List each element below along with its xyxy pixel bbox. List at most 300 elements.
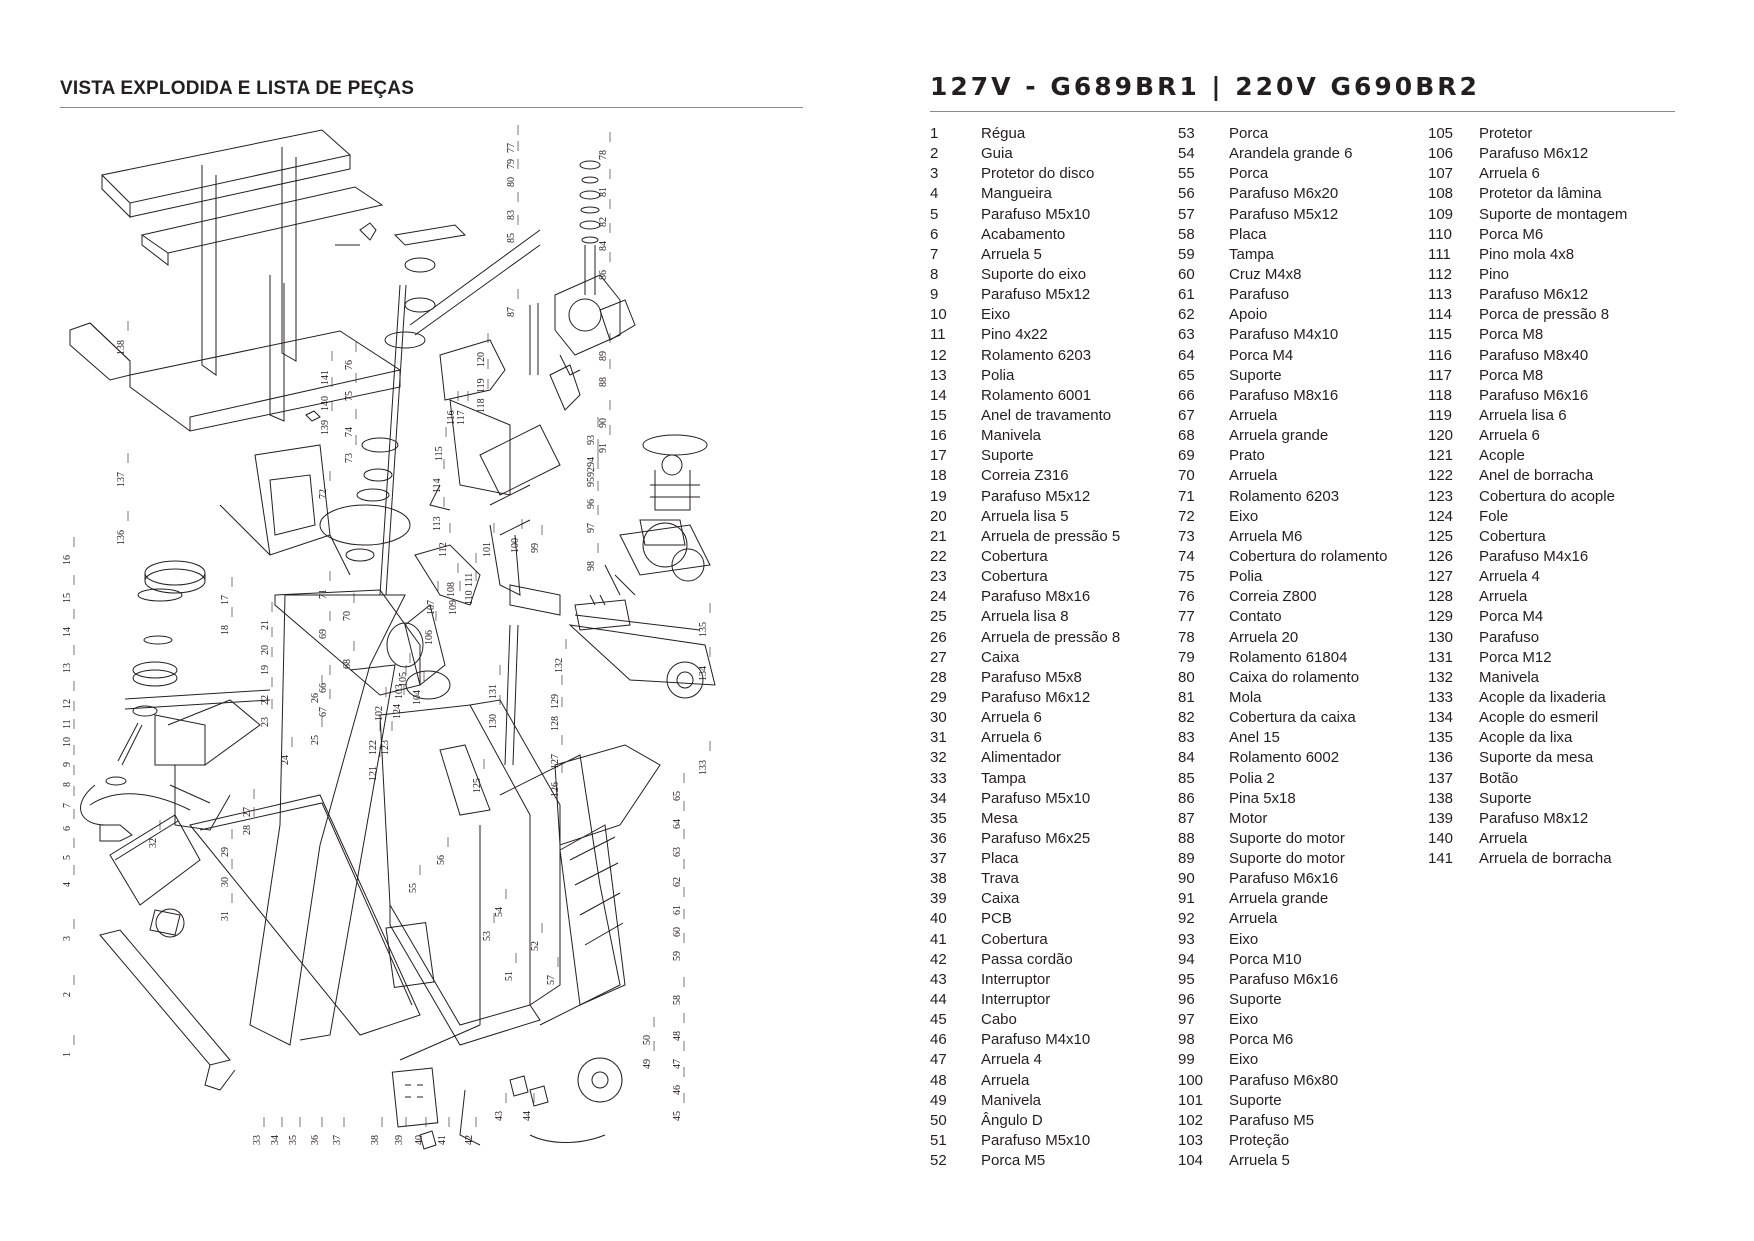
part-number: 24 — [930, 588, 947, 606]
parts-list-item — [930, 1050, 1170, 1070]
parts-list-item — [930, 1111, 1170, 1131]
callout-number: 69 — [318, 629, 329, 639]
callout-number: 100 — [510, 538, 521, 553]
part-number: 14 — [930, 386, 947, 404]
part-name: Parafuso M8x16 — [981, 588, 1091, 606]
part-number: 114 — [1428, 306, 1452, 324]
parts-list-item — [1178, 829, 1418, 849]
callout-number: 13 — [62, 663, 73, 673]
callout-number: 3 — [62, 936, 73, 941]
part-name: Parafuso — [1229, 286, 1290, 304]
parts-list-item — [1428, 426, 1668, 446]
parts-list-item — [1178, 1071, 1418, 1091]
parts-list-item — [1428, 607, 1668, 627]
part-name: Mesa — [981, 809, 1018, 827]
callout-number: 86 — [598, 270, 609, 280]
part-number: 98 — [1178, 1031, 1195, 1049]
part-number: 125 — [1428, 527, 1454, 545]
parts-list-item — [1428, 285, 1668, 305]
callout-number: 78 — [598, 150, 609, 160]
callout-number: 128 — [550, 716, 561, 731]
parts-list-item — [1178, 728, 1418, 748]
part-name: Prato — [1229, 447, 1265, 465]
part-number: 27 — [930, 648, 947, 666]
part-number: 29 — [930, 688, 947, 706]
parts-list-item — [930, 587, 1170, 607]
part-name: Placa — [1229, 225, 1267, 243]
parts-list-item — [1428, 688, 1668, 708]
part-name: Correia Z800 — [1229, 588, 1317, 606]
part-number: 130 — [1428, 628, 1454, 646]
part-name: Eixo — [981, 306, 1011, 324]
part-number: 10 — [930, 306, 947, 324]
callout-number: 33 — [252, 1135, 263, 1145]
part-number: 63 — [1178, 326, 1195, 344]
parts-list-item — [1428, 446, 1668, 466]
part-number: 25 — [930, 608, 947, 626]
callout-number: 8 — [62, 782, 73, 787]
callout-number: 19 — [260, 665, 271, 675]
parts-list-item — [930, 184, 1170, 204]
part-number: 61 — [1178, 286, 1195, 304]
parts-list-item — [1428, 789, 1668, 809]
part-number: 117 — [1428, 366, 1452, 384]
parts-list-item — [1178, 587, 1418, 607]
callout-number: 59 — [672, 951, 683, 961]
part-name: Parafuso M6x12 — [1479, 145, 1589, 163]
part-name: Eixo — [1229, 507, 1259, 525]
part-name: Contato — [1229, 608, 1282, 626]
parts-list-item — [930, 648, 1170, 668]
callout-number: 102 — [374, 706, 385, 721]
callout-number: 31 — [220, 911, 231, 921]
part-number: 7 — [930, 245, 939, 263]
callout-number: 134 — [698, 666, 709, 681]
callout-number: 138 — [116, 340, 127, 355]
parts-list-item — [930, 547, 1170, 567]
part-name: Interruptor — [981, 991, 1051, 1009]
part-number: 37 — [930, 850, 947, 868]
callout-number: 48 — [672, 1031, 683, 1041]
callout-number: 55 — [408, 883, 419, 893]
callout-number: 49 — [642, 1059, 653, 1069]
callout-number: 66 — [318, 683, 329, 693]
part-name: Arruela grande — [1229, 427, 1329, 445]
part-number: 18 — [930, 467, 947, 485]
part-number: 101 — [1178, 1091, 1204, 1109]
part-name: Trava — [981, 870, 1019, 888]
parts-list-item — [930, 507, 1170, 527]
parts-list-item — [1178, 789, 1418, 809]
part-name: Parafuso M8x12 — [1479, 809, 1589, 827]
part-name: Cobertura da caixa — [1229, 709, 1356, 727]
callout-number: 95 — [586, 477, 597, 487]
part-number: 83 — [1178, 729, 1195, 747]
callout-number: 60 — [672, 927, 683, 937]
part-name: Suporte do motor — [1229, 829, 1345, 847]
part-name: Cobertura — [981, 547, 1048, 565]
part-number: 49 — [930, 1091, 947, 1109]
parts-list-item — [930, 849, 1170, 869]
part-name: Parafuso M4x10 — [1229, 326, 1339, 344]
callout-number: 34 — [270, 1135, 281, 1145]
part-number: 22 — [930, 547, 947, 565]
part-name: Parafuso M6x20 — [1229, 185, 1339, 203]
part-number: 90 — [1178, 870, 1195, 888]
callout-number: 129 — [550, 694, 561, 709]
part-number: 99 — [1178, 1051, 1195, 1069]
part-name: Rolamento 6203 — [1229, 487, 1340, 505]
part-name: Régua — [981, 125, 1026, 142]
part-number: 102 — [1178, 1111, 1204, 1129]
parts-list-item — [930, 487, 1170, 507]
part-name: Arandela grande 6 — [1229, 145, 1353, 163]
callout-number: 57 — [546, 975, 557, 985]
callout-number: 26 — [310, 693, 321, 703]
parts-list-item — [930, 225, 1170, 245]
part-number: 17 — [930, 447, 947, 465]
parts-list-item — [1178, 305, 1418, 325]
parts-list-item — [930, 426, 1170, 446]
part-number: 56 — [1178, 185, 1195, 203]
part-number: 81 — [1178, 688, 1195, 706]
callout-number: 52 — [530, 941, 541, 951]
part-name: Parafuso M8x16 — [1229, 386, 1339, 404]
parts-list-item — [1178, 930, 1418, 950]
part-number: 3 — [930, 165, 939, 183]
callout-number: 79 — [506, 159, 517, 169]
parts-list-item — [1178, 466, 1418, 486]
part-name: Parafuso M4x10 — [981, 1031, 1091, 1049]
callout-number: 14 — [62, 627, 73, 637]
part-name: Arruela — [1229, 406, 1278, 424]
part-number: 73 — [1178, 527, 1195, 545]
part-number: 52 — [930, 1152, 947, 1170]
part-number: 40 — [930, 910, 947, 928]
parts-list-item — [930, 909, 1170, 929]
parts-column-1 — [930, 124, 1170, 1171]
parts-list-item — [930, 769, 1170, 789]
parts-list-item — [1178, 325, 1418, 345]
callout-number: 96 — [586, 499, 597, 509]
callout-number: 47 — [672, 1059, 683, 1069]
callout-number: 101 — [482, 542, 493, 557]
callout-number: 7 — [62, 803, 73, 808]
table-body — [190, 445, 660, 1149]
part-number: 32 — [930, 749, 947, 767]
part-number: 20 — [930, 507, 947, 525]
parts-list-item — [1178, 769, 1418, 789]
parts-list-item — [930, 1030, 1170, 1050]
parts-list-item — [930, 265, 1170, 285]
part-name: Parafuso M6x25 — [981, 829, 1091, 847]
callout-number: 119 — [476, 378, 487, 393]
parts-list-item — [1428, 728, 1668, 748]
parts-list-item — [930, 366, 1170, 386]
callout-number: 51 — [504, 971, 515, 981]
callout-number: 29 — [220, 847, 231, 857]
part-number: 42 — [930, 950, 947, 968]
parts-list-item — [1178, 849, 1418, 869]
callout-number: 131 — [488, 684, 499, 699]
parts-list-item — [1178, 950, 1418, 970]
part-name: Cobertura — [981, 568, 1048, 586]
callout-number: 22 — [260, 695, 271, 705]
callout-number: 94 — [586, 457, 597, 467]
part-name: Placa — [981, 850, 1019, 868]
part-name: Interruptor — [981, 970, 1051, 988]
callout-number: 139 — [320, 420, 331, 435]
callout-number: 133 — [698, 760, 709, 775]
part-number: 1 — [930, 125, 939, 142]
part-name: Arruela de borracha — [1479, 850, 1612, 868]
callout-number: 20 — [260, 645, 271, 655]
part-name: Arruela lisa 6 — [1479, 406, 1567, 424]
parts-list-item — [930, 346, 1170, 366]
callout-number: 6 — [62, 826, 73, 831]
part-name: Suporte do motor — [1229, 850, 1345, 868]
parts-list-item — [930, 386, 1170, 406]
callout-number: 77 — [506, 143, 517, 153]
callout-number: 67 — [318, 707, 329, 717]
part-name: Suporte — [1229, 366, 1282, 384]
part-number: 12 — [930, 346, 947, 364]
part-number: 76 — [1178, 588, 1195, 606]
callout-number: 35 — [288, 1135, 299, 1145]
callout-number: 124 — [392, 704, 403, 719]
part-number: 137 — [1428, 769, 1454, 787]
parts-list-item — [930, 144, 1170, 164]
callout-number: 27 — [242, 807, 253, 817]
callout-number: 44 — [522, 1111, 533, 1121]
part-number: 41 — [930, 930, 947, 948]
part-name: Arruela 20 — [1229, 628, 1299, 646]
callout-number: 68 — [342, 659, 353, 669]
part-number: 96 — [1178, 991, 1195, 1009]
part-number: 70 — [1178, 467, 1195, 485]
part-number: 133 — [1428, 688, 1454, 706]
motor-assembly — [530, 161, 715, 698]
part-name: Pina 5x18 — [1229, 789, 1296, 807]
part-name: Cobertura do rolamento — [1229, 547, 1388, 565]
part-name: Parafuso M6x80 — [1229, 1071, 1339, 1089]
part-name: Arruela 4 — [1479, 568, 1540, 586]
part-name: Arruela 6 — [1479, 165, 1540, 183]
callout-number: 105 — [398, 672, 409, 687]
part-number: 15 — [930, 406, 947, 424]
part-number: 107 — [1428, 165, 1454, 183]
part-number: 121 — [1428, 447, 1454, 465]
parts-list-item — [1428, 527, 1668, 547]
parts-list-item — [930, 950, 1170, 970]
callout-number: 45 — [672, 1111, 683, 1121]
parts-list-item — [930, 285, 1170, 305]
parts-list-item — [1178, 426, 1418, 446]
callout-number: 72 — [318, 489, 329, 499]
callout-number: 5 — [62, 855, 73, 860]
part-name: Arruela 4 — [981, 1051, 1042, 1069]
callout-number: 83 — [506, 210, 517, 220]
part-number: 66 — [1178, 386, 1195, 404]
callout-number: 97 — [586, 523, 597, 533]
parts-list-item — [1428, 567, 1668, 587]
part-number: 69 — [1178, 447, 1195, 465]
callout-number: 109 — [448, 600, 459, 615]
part-number: 91 — [1178, 890, 1195, 908]
callout-number: 130 — [488, 714, 499, 729]
parts-list-item — [1178, 688, 1418, 708]
part-name: Protetor do disco — [981, 165, 1095, 183]
parts-list-item — [1428, 547, 1668, 567]
part-number: 106 — [1428, 145, 1454, 163]
parts-list-item — [930, 708, 1170, 728]
callout-number: 93 — [586, 435, 597, 445]
part-name: Suporte — [1229, 991, 1282, 1009]
exploded-view-drawing — [60, 125, 805, 1185]
callout-number: 41 — [437, 1135, 448, 1145]
part-number: 21 — [930, 527, 947, 545]
part-name: Cobertura do acople — [1479, 487, 1615, 505]
part-name: Cruz M4x8 — [1229, 265, 1302, 283]
part-name: Arruela 6 — [981, 729, 1042, 747]
part-number: 127 — [1428, 568, 1454, 586]
parts-column-2 — [1178, 124, 1418, 1171]
part-number: 126 — [1428, 547, 1454, 565]
callout-number: 92 — [586, 467, 597, 477]
part-number: 58 — [1178, 225, 1195, 243]
parts-list-item — [930, 164, 1170, 184]
part-number: 88 — [1178, 829, 1195, 847]
part-number: 5 — [930, 205, 939, 223]
parts-list-item — [1178, 285, 1418, 305]
parts-list-item — [1428, 325, 1668, 345]
callout-number: 17 — [220, 595, 231, 605]
part-name: Ângulo D — [981, 1111, 1043, 1129]
callout-number: 80 — [506, 177, 517, 187]
callout-number: 63 — [672, 847, 683, 857]
parts-list-item — [1178, 1091, 1418, 1111]
part-number: 113 — [1428, 286, 1452, 304]
parts-list-item — [1428, 184, 1668, 204]
callout-number: 74 — [344, 427, 355, 437]
part-number: 36 — [930, 829, 947, 847]
callout-number: 16 — [62, 555, 73, 565]
callout-number: 70 — [342, 611, 353, 621]
parts-list-item — [1178, 366, 1418, 386]
part-number: 89 — [1178, 850, 1195, 868]
parts-list-item — [1428, 628, 1668, 648]
callout-number: 127 — [550, 754, 561, 769]
part-number: 39 — [930, 890, 947, 908]
parts-list-item — [1428, 849, 1668, 869]
callout-number: 64 — [672, 819, 683, 829]
callout-number: 106 — [424, 630, 435, 645]
part-number: 93 — [1178, 930, 1195, 948]
part-name: Botão — [1479, 769, 1519, 787]
parts-list-item — [1178, 164, 1418, 184]
callout-number: 10 — [62, 737, 73, 747]
parts-list-item — [1178, 708, 1418, 728]
parts-list-item — [1178, 124, 1418, 144]
part-number: 13 — [930, 366, 947, 384]
callout-number: 132 — [554, 658, 565, 673]
part-name: Mola — [1229, 688, 1262, 706]
part-number: 95 — [1178, 970, 1195, 988]
callout-number: 82 — [598, 217, 609, 227]
callout-number: 28 — [242, 825, 253, 835]
part-name: Arruela de pressão 8 — [981, 628, 1121, 646]
callout-number: 2 — [62, 992, 73, 997]
part-name: Caixa — [981, 890, 1020, 908]
part-number: 116 — [1428, 346, 1452, 364]
callout-number: 39 — [394, 1135, 405, 1145]
callout-number: 123 — [380, 740, 391, 755]
part-name: Suporte — [981, 447, 1034, 465]
parts-list-item — [1178, 547, 1418, 567]
part-number: 85 — [1178, 769, 1195, 787]
part-number: 82 — [1178, 709, 1195, 727]
part-name: Fole — [1479, 507, 1509, 525]
part-name: Polia — [981, 366, 1015, 384]
part-number: 124 — [1428, 507, 1454, 525]
part-number: 38 — [930, 870, 947, 888]
part-number: 16 — [930, 427, 947, 445]
parts-list-item — [1428, 225, 1668, 245]
callout-number: 121 — [368, 766, 379, 781]
part-name: Porca M4 — [1479, 608, 1544, 626]
part-name: Porca de pressão 8 — [1479, 306, 1610, 324]
part-number: 65 — [1178, 366, 1195, 384]
part-name: Arruela — [1479, 829, 1528, 847]
part-name: Acabamento — [981, 225, 1066, 243]
parts-list-item — [1178, 869, 1418, 889]
part-number: 45 — [930, 1011, 947, 1029]
part-number: 71 — [1178, 487, 1195, 505]
part-name: Cobertura — [981, 930, 1048, 948]
callout-number: 114 — [432, 478, 443, 493]
part-name: Arruela grande — [1229, 890, 1329, 908]
callout-number: 76 — [344, 360, 355, 370]
part-number: 55 — [1178, 165, 1195, 183]
parts-list-item — [1178, 1151, 1418, 1171]
callout-number: 104 — [412, 690, 423, 705]
callout-number: 40 — [414, 1135, 425, 1145]
part-name: Parafuso M6x16 — [1229, 970, 1339, 988]
part-name: Anel de travamento — [981, 406, 1112, 424]
parts-list-item — [1178, 446, 1418, 466]
part-number: 103 — [1178, 1132, 1204, 1150]
parts-list-item — [930, 809, 1170, 829]
parts-list-item — [1428, 769, 1668, 789]
parts-list-item — [1428, 809, 1668, 829]
part-name: Cobertura — [1479, 527, 1546, 545]
parts-list-item — [930, 728, 1170, 748]
callout-number: 126 — [550, 782, 561, 797]
part-name: Cabo — [981, 1011, 1017, 1029]
part-name: Arruela 5 — [981, 245, 1042, 263]
part-number: 74 — [1178, 547, 1195, 565]
part-number: 100 — [1178, 1071, 1204, 1089]
part-name: Parafuso M6x12 — [1479, 286, 1589, 304]
parts-list-item — [930, 1091, 1170, 1111]
stand-frame — [70, 130, 400, 431]
parts-list-item — [930, 688, 1170, 708]
exploded-view-diagram — [60, 125, 805, 1185]
part-name: Acople da lixaderia — [1479, 688, 1606, 706]
part-name: Pino 4x22 — [981, 326, 1048, 344]
part-name: Porca — [1229, 165, 1269, 183]
part-number: 112 — [1428, 265, 1452, 283]
